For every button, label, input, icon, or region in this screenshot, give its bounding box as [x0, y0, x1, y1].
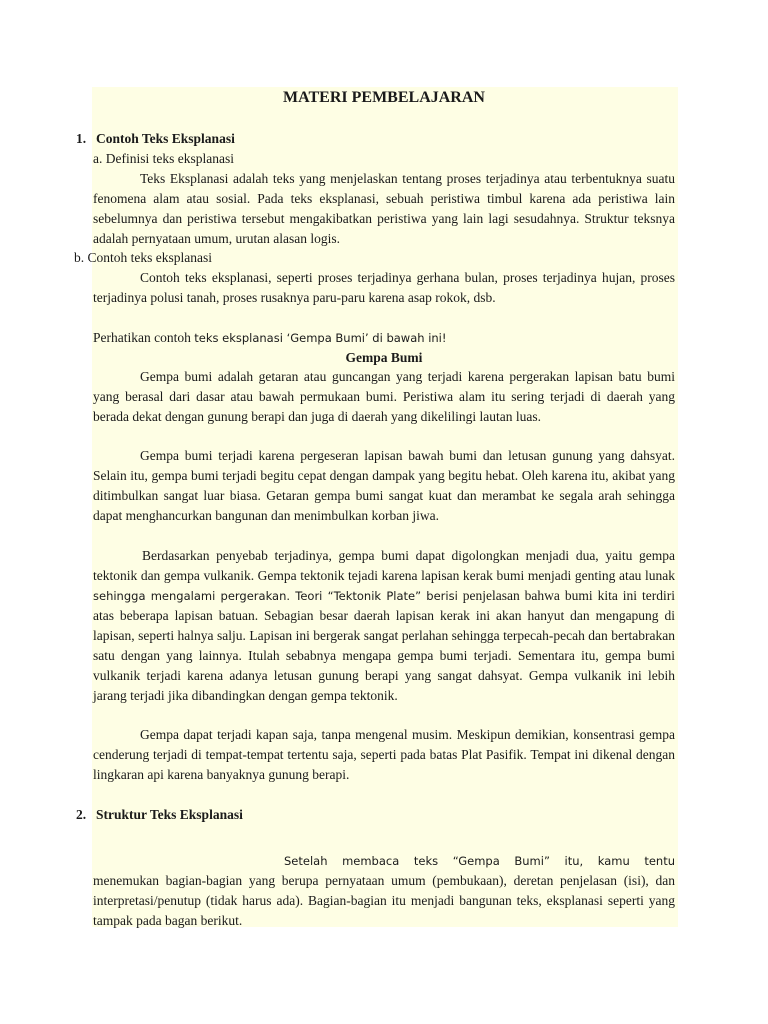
p3-part-sans: sehingga mengalami pergerakan. Teori “Tektonik Plate” berisi	[93, 589, 458, 603]
sub-a-label: a. Definisi teks eksplanasi	[93, 151, 234, 166]
intro-serif: Perhatikan contoh	[93, 330, 191, 345]
section2-body: menemukan bagian-bagian yang berupa pernyataan umum (pembukaan), deretan penjelasan (isi), dan interpretasi/penutup (tidak harus ada). Bagian-bagian itu menjadi bangunan teks, eksplanasi seperti yang tampak pada bagan berikut.	[93, 873, 675, 928]
section2-number: 2.	[76, 807, 87, 822]
section2-body-sans: Setelah membaca teks “Gempa Bumi” itu, kamu tentu	[284, 854, 675, 868]
intro-line	[93, 328, 447, 348]
article-title: Gempa Bumi	[345, 350, 423, 365]
p3-part-b: penjelasan bahwa bumi kita ini terdiri atas beberapa lapisan batuan. Sebagian besar daerah lapisan kerak ini akan hanyut dan mengapung di lapisan, seperti halnya salju. Lapisan ini bergerak sangat perlahan sehingga terpecah-pecah dan bertabrakan satu dengan yang lainnya. Itulah sebabnya mengapa gempa bumi terjadi. Sementara itu, gempa bumi vulkanik terjadi karena adanya letusan gunung berapi yang sangat dahsyat. Gempa vulkanik ini lebih jarang terjadi jika dibandingkan dengan gempa tektonik.	[93, 588, 675, 703]
sub-b-body: Contoh teks eksplanasi, seperti proses terjadinya gerhana bulan, proses terjadinya hujan, proses terjadinya polusi tanah, proses rusaknya paru-paru karena asap rokok, dsb.	[93, 270, 675, 305]
article-paragraph-4: Gempa dapat terjadi kapan saja, tanpa mengenal musim. Meskipun demikian, konsentrasi gempa cenderung terjadi di tempat-tempat tertentu saja, seperti pada batas Plat Pasifik. Tempat ini dikenal dengan lingkaran api karena banyaknya gunung berapi.	[93, 727, 675, 782]
p3-part-a: Berdasarkan penyebab terjadinya, gempa bumi dapat digolongkan menjadi dua, yaitu gempa tektonik dan gempa vulkanik. Gempa tektonik tejadi karena lapisan kerak bumi menjadi genting atau lunak	[93, 548, 675, 583]
page-title: MATERI PEMBELAJARAN	[283, 89, 485, 106]
article-paragraph-3	[93, 546, 675, 706]
article-paragraph-1: Gempa bumi adalah getaran atau guncangan yang terjadi karena pergerakan lapisan batu bumi yang berasal dari dasar atau bawah permukaan bumi. Peristiwa alam itu sering terjadi di daerah yang berada dekat dengan gunung berapi dan juga di daerah yang dikelilingi lautan luas.	[93, 369, 675, 424]
section1-number: 1.	[76, 131, 87, 146]
sub-a-body: Teks Eksplanasi adalah teks yang menjelaskan tentang proses terjadinya atau terbentuknya suatu fenomena alam atau sosial. Pada teks eksplanasi, sebuah peristiwa timbul karena ada peristiwa lain sebelumnya dan peristiwa tersebut mengakibatkan peristiwa yang lain lagi sesudahnya. Struktur teksnya adalah pernyataan umum, urutan alasan logis.	[93, 171, 675, 246]
section1-heading: Contoh Teks Eksplanasi	[96, 131, 235, 146]
intro-sans: teks eksplanasi ‘Gempa Bumi’ di bawah ini!	[194, 331, 447, 345]
sub-b-label: b. Contoh teks eksplanasi	[74, 250, 212, 265]
section2-heading: Struktur Teks Eksplanasi	[96, 807, 243, 822]
article-paragraph-2: Gempa bumi terjadi karena pergeseran lapisan bawah bumi dan letusan gunung yang dahsyat. Selain itu, gempa bumi terjadi begitu cepat dengan dampak yang begitu hebat. Oleh karena itu, akibat yang ditimbulkan sangat luar biasa. Getaran gempa bumi sangat kuat dan merambat ke segala arah sehingga dapat menghancurkan bangunan dan menimbulkan korban jiwa.	[93, 448, 675, 523]
